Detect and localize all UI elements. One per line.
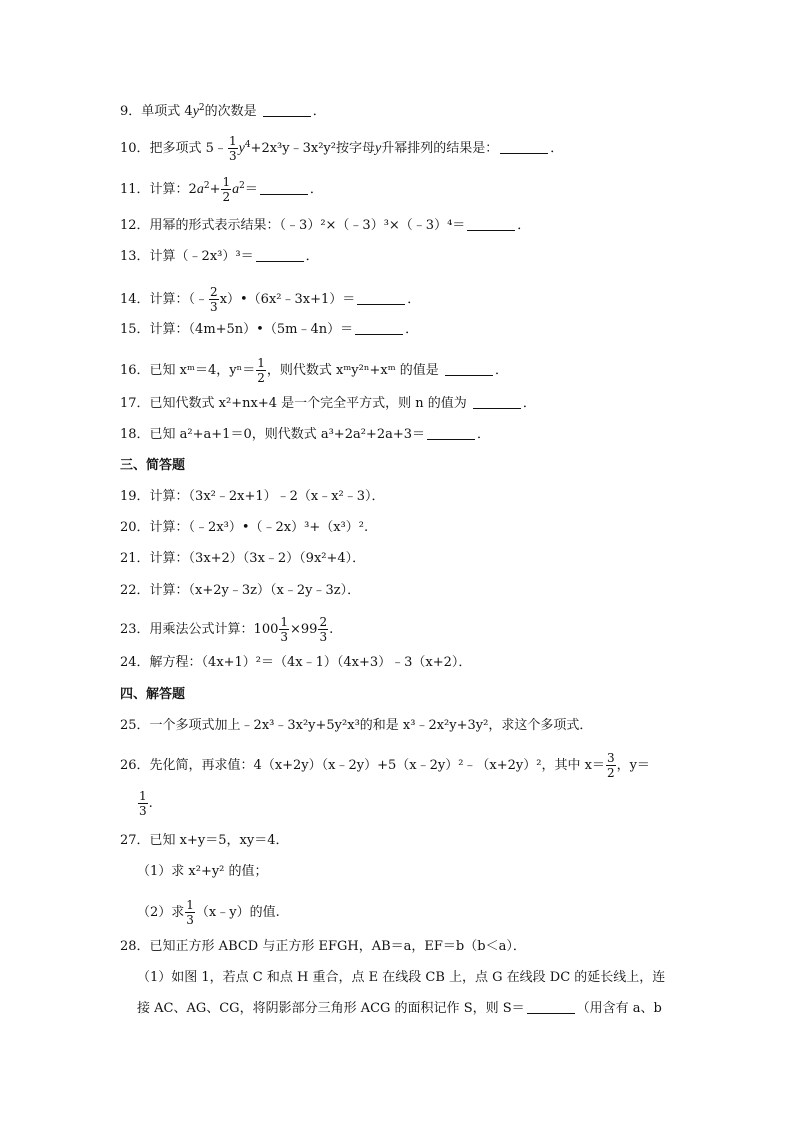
section-heading-3: 三、简答题	[120, 458, 186, 473]
answer-blank[interactable]	[260, 182, 308, 195]
fraction: $\frac{1}{2}$	[222, 175, 231, 204]
fraction: $\frac{3}{2}$	[606, 751, 615, 780]
question-10: 10．把多项式 5﹣ $\frac{1}{3}$ $y^4+2x^3y﹣3x^2y^2$按字母y升幂排列的结果是： ．	[120, 134, 564, 163]
fraction: $\frac{2}{3}$	[319, 615, 328, 644]
question-27-part-1: （1）求 x²+y² 的值；	[137, 864, 268, 879]
answer-blank[interactable]	[500, 141, 548, 154]
answer-blank[interactable]	[427, 427, 475, 440]
question-23: 23．用乘法公式计算：100 $\frac{1}{3}$ ×99 $\frac{2}{3}$ .	[120, 615, 334, 644]
question-14: 14．计算：（﹣ $\frac{2}{3}$ x）•（6x²﹣3x+1）＝ ．	[120, 285, 421, 314]
fraction: $\frac{2}{3}$	[210, 285, 218, 314]
question-26: 26．先化简，再求值：4（x+2y）（x﹣2y）+5（x﹣2y）²﹣（x+2y）²，其中 x＝ $\frac{3}{2}$ ，y＝	[120, 751, 650, 780]
question-28-part-1: （1）如图 1，若点 C 和点 H 重合，点 E 在线段 CB 上，点 G 在线段 DC 的延长线上，连	[137, 970, 666, 985]
answer-blank[interactable]	[467, 218, 515, 231]
section-heading-4: 四、解答题	[120, 687, 186, 702]
question-28: 28．已知正方形 ABCD 与正方形 EFGH，AB＝a，EF＝b（b＜a）．	[120, 939, 526, 954]
question-15: 15．计算：（4m+5n）•（5m﹣4n）＝ ．	[120, 322, 419, 337]
question-12: 12．用幂的形式表示结果：（﹣3）²×（﹣3）³×（﹣3）⁴＝ ．	[120, 218, 531, 233]
answer-blank[interactable]	[256, 249, 304, 262]
question-26-cont: $\frac{1}{3}$ .	[139, 789, 153, 818]
question-17: 17．已知代数式 x²+nx+4 是一个完全平方式，则 n 的值为 ．	[120, 396, 536, 411]
question-19: 19．计算：（3x²﹣2x+1）﹣2（x﹣x²﹣3）．	[120, 489, 385, 504]
answer-blank[interactable]	[527, 1001, 575, 1014]
question-18: 18．已知 a²+a+1＝0，则代数式 a³+2a²+2a+3＝ ．	[120, 427, 491, 442]
fraction: $\frac{1}{2}$	[257, 356, 265, 385]
answer-blank[interactable]	[357, 292, 405, 305]
fraction: $\frac{1}{3}$	[228, 134, 237, 163]
question-16: 16．已知 xᵐ＝4，yⁿ＝ $\frac{1}{2}$ ，则代数式 xᵐy²ⁿ+xᵐ 的值是 ．	[120, 356, 508, 385]
fraction: $\frac{1}{3}$	[186, 898, 194, 927]
question-28-part-1-cont: 接 AC、AG、CG，将阴影部分三角形 ACG 的面积记作 S，则 S＝ （用含有 a、b	[137, 1001, 662, 1016]
answer-blank[interactable]	[445, 363, 493, 376]
question-9: 9．单项式 $4y^2$的次数是 ．	[120, 103, 326, 119]
question-21: 21．计算：（3x+2）（3x﹣2）（9x²+4）．	[120, 551, 366, 566]
fraction: $\frac{1}{3}$	[280, 615, 288, 644]
question-25: 25．一个多项式加上﹣2x³﹣3x²y+5y²x³的和是 x³﹣2x²y+3y²，求这个多项式．	[120, 718, 593, 733]
question-24: 24．解方程：（4x+1）²＝（4x﹣1）（4x+3）﹣3（x+2）．	[120, 655, 472, 670]
question-27: 27．已知 x+y＝5，xy＝4．	[120, 833, 289, 848]
answer-blank[interactable]	[263, 104, 311, 117]
answer-blank[interactable]	[473, 396, 521, 409]
question-13: 13．计算（﹣2x³）³＝ ．	[120, 249, 319, 264]
question-27-part-2: （2）求 $\frac{1}{3}$ （x﹣y）的值.	[137, 898, 280, 927]
question-20: 20．计算：（﹣2x³）•（﹣2x）³+（x³）².	[120, 520, 369, 535]
question-22: 22．计算：（x+2y﹣3z）（x﹣2y﹣3z）．	[120, 583, 361, 598]
fraction: $\frac{1}{3}$	[139, 789, 147, 818]
question-11: 11．计算：$2a^2+$ $\frac{1}{2}$ $a^2=$ ．	[120, 175, 323, 204]
answer-blank[interactable]	[355, 322, 403, 335]
